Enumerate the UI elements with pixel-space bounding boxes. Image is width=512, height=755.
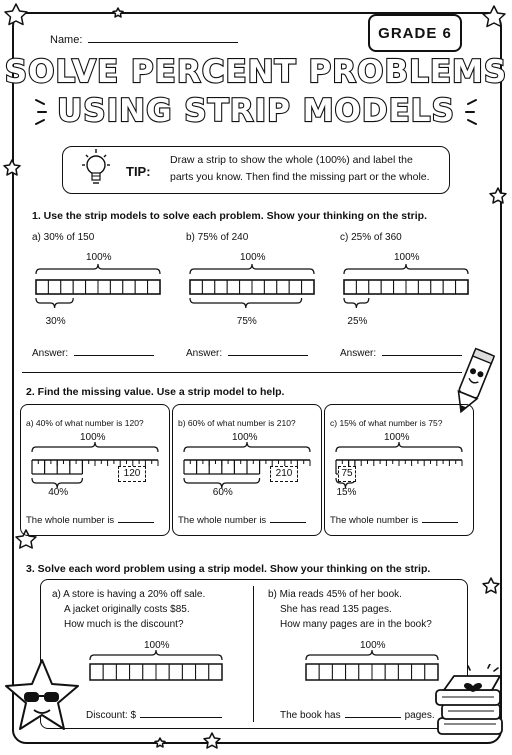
strip-cell[interactable] [190,280,202,294]
section3-divider [253,586,254,722]
problem-line3: How many pages are in the book? [280,619,432,630]
whole-brace [190,264,314,274]
star-icon [204,733,220,748]
strip-cell[interactable] [289,280,301,294]
problem-line2: A jacket originally costs $85. [64,604,190,615]
strip-cell[interactable] [73,280,85,294]
whole-label: 100% [394,252,420,263]
star-icon [5,4,27,25]
whole-brace [344,264,468,274]
whole-brace [336,442,462,452]
problem-line3: How much is the discount? [64,619,184,630]
strip-cell[interactable] [344,280,356,294]
strip-cell[interactable] [385,664,398,680]
strip-cell[interactable] [143,664,156,680]
tip-text [170,152,440,186]
strip-cell[interactable] [240,280,252,294]
strip-cell[interactable] [209,664,222,680]
answer-field[interactable] [26,513,154,526]
strip-cell[interactable] [103,664,116,680]
strip-cell[interactable] [116,664,129,680]
problem-label: a) 30% of 150 [32,232,95,243]
answer-label: The whole number is [178,515,267,526]
part-label: 30% [45,316,66,327]
answer-blank[interactable] [140,708,222,718]
answer-blank[interactable] [422,513,458,523]
whole-brace [36,264,160,274]
strip-cell[interactable] [369,280,381,294]
strip-model[interactable] [86,650,236,690]
problem-label: b) 60% of what number is 210? [178,418,296,428]
known-value-box: 120 [118,466,146,482]
problem-line2: She has read 135 pages. [280,604,392,615]
answer-label: Discount: $ [86,710,137,721]
answer-field[interactable] [330,513,458,526]
whole-label: 100% [232,432,258,443]
whole-brace [184,442,310,452]
strip-cell[interactable] [169,664,182,680]
answer-label: Answer: [186,348,223,359]
strip-cell[interactable] [264,280,276,294]
answer-label: The whole number is [330,515,419,526]
star-icon [483,6,505,27]
strip-cell[interactable] [394,280,406,294]
strip-cell[interactable] [135,280,147,294]
section2-heading: 2. Find the missing value. Use a strip model to help. [26,386,285,398]
strip-model[interactable] [340,262,480,322]
strip-cell[interactable] [182,664,195,680]
strip-cell[interactable] [227,280,239,294]
strip-model[interactable] [32,262,172,322]
strip-cell[interactable] [431,280,443,294]
whole-label: 100% [86,252,112,263]
part-brace [190,298,302,308]
books-icon [430,664,510,744]
problem-label: c) 15% of what number is 75? [330,418,443,428]
strip-cell[interactable] [381,280,393,294]
answer-blank[interactable] [345,708,401,718]
strip-cell[interactable] [215,280,227,294]
strip-cell[interactable] [412,664,425,680]
strip-model[interactable] [186,262,326,322]
strip-cell[interactable] [332,664,345,680]
answer-field[interactable] [280,708,435,721]
part-brace [36,298,73,308]
section1-heading: 1. Use the strip models to solve each problem. Show your thinking on the strip. [32,210,427,222]
answer-suffix: pages. [404,710,435,721]
page-title-line2: USING STRIP MODELS [57,93,455,129]
whole-label: 100% [360,640,386,651]
answer-blank[interactable] [228,346,308,356]
whole-brace [90,650,222,660]
name-field[interactable] [50,32,238,46]
strip-cell[interactable] [196,664,209,680]
answer-label: The whole number is [26,515,115,526]
tip-text-line1: Draw a strip to show the whole (100%) and label the [170,154,413,166]
problem-label: b) 75% of 240 [186,232,249,243]
name-label: Name: [50,34,83,46]
strip-cell[interactable] [110,280,122,294]
strip-cell[interactable] [48,280,60,294]
strip-cell[interactable] [418,280,430,294]
strip-cell[interactable] [252,280,264,294]
part-brace [344,298,369,308]
strip-cell[interactable] [356,280,368,294]
strip-cell[interactable] [302,280,314,294]
star-icon [4,160,20,175]
known-value-box: 210 [270,466,298,482]
star-icon [490,188,506,203]
section3-heading: 3. Solve each word problem using a strip model. Show your thinking on the strip. [26,563,431,575]
strip-cell[interactable] [86,280,98,294]
whole-label: 100% [384,432,410,443]
answer-field[interactable] [178,513,306,526]
whole-brace [306,650,438,660]
name-blank[interactable] [88,32,238,43]
problem-line1: b) Mia reads 45% of her book. [268,589,402,600]
whole-label: 100% [144,640,170,651]
known-value-box: 75 [338,466,356,482]
part-label: 25% [347,316,368,327]
answer-field[interactable] [32,346,154,359]
tip-text-line2: parts you know. Then find the missing part or the whole. [170,171,430,183]
sunglasses-star-icon [4,656,84,736]
part-label: 60% [212,487,233,498]
whole-label: 100% [240,252,266,263]
star-icon [155,738,165,747]
strip-cell[interactable] [130,664,143,680]
answer-field[interactable] [186,346,308,359]
strip-cell[interactable] [148,280,160,294]
divider [22,372,462,373]
star-icon [113,8,123,17]
strip-cell[interactable] [277,280,289,294]
strip-cell[interactable] [306,664,319,680]
strip-cell[interactable] [36,280,48,294]
answer-blank[interactable] [118,513,154,523]
problem-label: a) 40% of what number is 120? [26,418,144,428]
strip-cell[interactable] [443,280,455,294]
strip-cell[interactable] [359,664,372,680]
part-label: 40% [48,487,69,498]
whole-brace [32,442,158,452]
answer-blank[interactable] [270,513,306,523]
star-icon [483,578,499,593]
part-label: 15% [336,487,357,498]
strip-cell[interactable] [123,280,135,294]
answer-field[interactable] [86,708,222,721]
strip-cell[interactable] [98,280,110,294]
answer-label: Answer: [32,348,69,359]
strip-cell[interactable] [156,664,169,680]
strip-cell[interactable] [202,280,214,294]
answer-blank[interactable] [74,346,154,356]
answer-field[interactable] [340,346,462,359]
strip-cell[interactable] [319,664,332,680]
page-title-line1: SOLVE PERCENT PROBLEMS [4,54,508,90]
strip-cell[interactable] [398,664,411,680]
answer-label: The book has [280,710,341,721]
tip-label: TIP: [126,164,151,179]
lightbulb-icon [76,146,116,196]
grade-badge: GRADE 6 [368,14,462,52]
strip-cell[interactable] [406,280,418,294]
strip-cell[interactable] [61,280,73,294]
strip-cell[interactable] [346,664,359,680]
whole-label: 100% [80,432,106,443]
strip-cell[interactable] [372,664,385,680]
problem-label: c) 25% of 360 [340,232,402,243]
answer-label: Answer: [340,348,377,359]
strip-cell[interactable] [456,280,468,294]
strip-cell[interactable] [90,664,103,680]
problem-line1: a) A store is having a 20% off sale. [52,589,206,600]
part-label: 75% [236,316,257,327]
